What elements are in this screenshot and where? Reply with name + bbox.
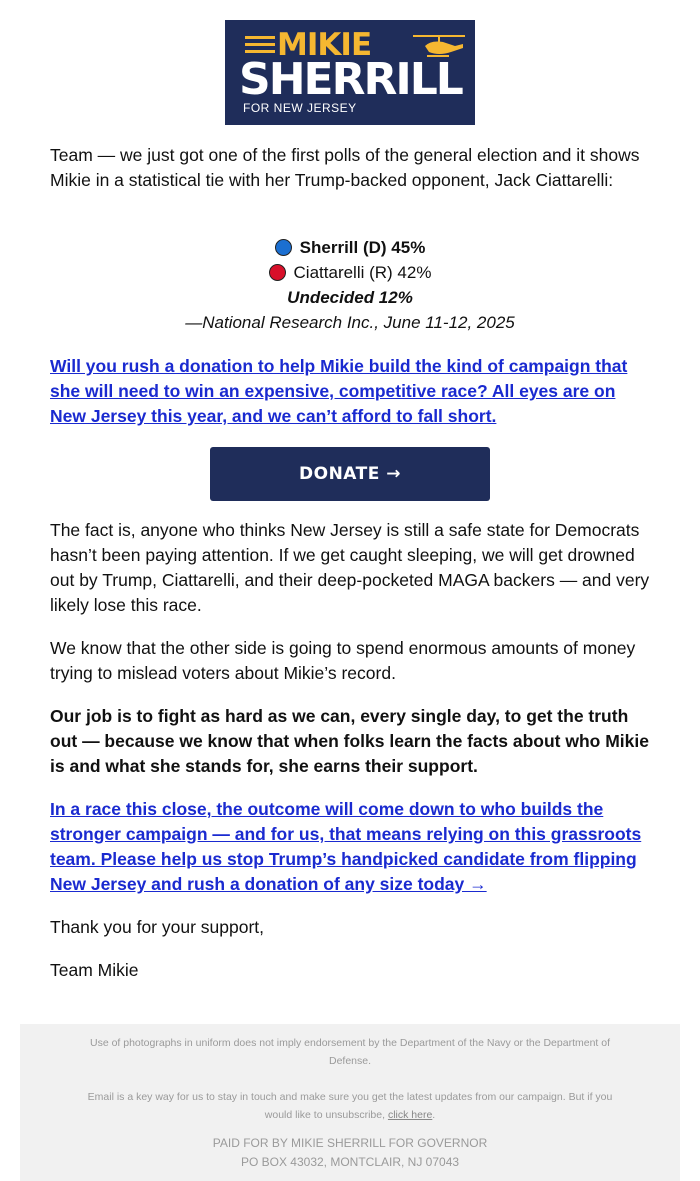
logo-first-name: MIKIE	[277, 27, 372, 63]
red-circle-icon	[269, 264, 286, 281]
donation-ask-link[interactable]: Will you rush a donation to help Mikie build the kind of campaign that she will need to win an expensive, competitive race? All eyes are on New Jersey this year, and we can’t afford to fall short.	[50, 356, 628, 426]
paid-for-line: PAID FOR BY MIKIE SHERRILL FOR GOVERNOR	[212, 1136, 488, 1150]
poll-undecided: Undecided 12%	[287, 288, 413, 307]
poll-results	[50, 235, 650, 335]
footer-email-note	[80, 1088, 620, 1124]
unsubscribe-link[interactable]: click here	[387, 1109, 433, 1121]
poll-sherrill: Sherrill (D) 45%	[299, 238, 426, 257]
poll-row-ciattarelli	[50, 260, 650, 285]
logo-last-name: SHERRILL	[239, 54, 462, 105]
intro-paragraph: Team — we just got one of the first polls of the general election and it shows Mikie in a statistical tie with her Trump-backed opponent, Jack Ciattarelli:	[50, 145, 640, 190]
poll-ciattarelli: Ciattarelli (R) 42%	[293, 263, 432, 282]
poll-source: —National Research Inc., June 11-12, 2025	[185, 313, 515, 332]
footer-period: .	[432, 1109, 436, 1121]
mailing-address: PO BOX 43032, MONTCLAIR, NJ 07043	[240, 1155, 460, 1169]
our-job-paragraph: Our job is to fight as hard as we can, every single day, to get the truth out — because we know that when folks learn the facts about who Mikie is and what she stands for, she earns their support.	[50, 706, 649, 776]
logo-banner	[225, 20, 475, 125]
donate-button[interactable]: DONATE →	[210, 447, 490, 501]
grassroots-donation-link[interactable]: In a race this close, the outcome will come down to who builds the stronger campaign — and for us, that means relying on this grassroots team. Please help us stop Trump’s handpicked candidate from flipping New Jersey and rush a donation of any size today →	[50, 799, 642, 894]
footer-email-text: Email is a key way for us to stay in touch and make sure you get the latest updates from our campaign. But if you would like to unsubscribe,	[87, 1091, 613, 1121]
campaign-logo	[225, 20, 475, 125]
fact-paragraph: The fact is, anyone who thinks New Jersey is still a safe state for Democrats hasn’t been paying attention. If we get caught sleeping, we will get drowned out by Trump, Ciattarelli, and their deep-pocketed MAGA backers — and very likely lose this race.	[50, 520, 650, 615]
poll-row-sherrill	[50, 235, 650, 260]
footer-paid-for	[80, 1134, 620, 1172]
footer-disclaimer: Use of photographs in uniform does not imply endorsement by the Department of the Navy or the Department of Defense.	[89, 1037, 611, 1067]
signoff: Team Mikie	[50, 960, 139, 980]
other-side-paragraph: We know that the other side is going to spend enormous amounts of money trying to mislead voters about Mikie’s record.	[50, 638, 636, 683]
logo-tagline: FOR NEW JERSEY	[243, 101, 357, 115]
email-footer	[20, 1024, 680, 1181]
blue-circle-icon	[275, 239, 292, 256]
thanks-line: Thank you for your support,	[50, 917, 264, 937]
